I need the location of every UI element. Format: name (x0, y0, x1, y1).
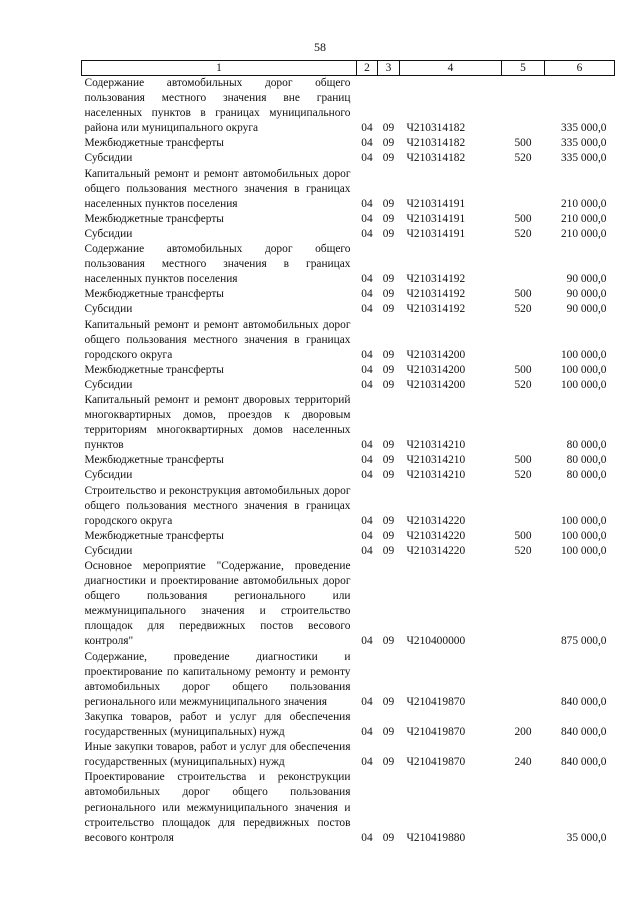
row-expense-kind (502, 484, 545, 529)
table-row (82, 710, 615, 740)
row-name: Проектирование строительства и реконструкции автомобильных дорог общего пользования регионального или межмуниципального значения и строительство площадок для передвижных постов весового контроля (84, 771, 351, 844)
row-expense-kind: 500 (514, 363, 532, 376)
row-expense-kind: 500 (514, 529, 532, 542)
row-section: 04 (361, 303, 373, 316)
row-subsection: 09 (382, 726, 395, 739)
row-subsection: 09 (382, 439, 395, 452)
row-target-code: Ч210314210 (406, 439, 466, 452)
row-section: 04 (361, 635, 373, 648)
row-amount: 840 000,0 (560, 756, 607, 769)
row-target-code: Ч210419870 (406, 695, 466, 708)
row-name: Субсидии (84, 152, 133, 165)
row-name: Содержание автомобильных дорог общего пользования местного значения в границах населенных пунктов поселения (84, 243, 351, 286)
row-name: Строительство и реконструкция автомобильных дорог общего пользования местного значения в границах городского округа (84, 484, 351, 527)
row-expense-kind (502, 318, 545, 363)
table-row (82, 393, 615, 453)
row-name: Основное мероприятие "Содержание, проведение диагностики и проектирование автомобильных дорог общего пользования регионального или межмуниципального значения и строительство площадок для передвижных постов весового контроля" (84, 560, 351, 648)
row-expense-kind: 500 (514, 454, 532, 467)
row-section: 04 (361, 348, 373, 361)
row-section: 04 (361, 197, 373, 210)
table-row (82, 770, 615, 845)
table-row (82, 318, 615, 363)
table-body (82, 76, 615, 846)
row-name: Содержание автомобильных дорог общего пользования местного значения вне границ населенных пунктов в границах муниципального района или муниципального округа (84, 77, 351, 135)
row-section: 04 (361, 122, 373, 135)
row-expense-kind (502, 393, 545, 453)
row-name: Субсидии (84, 303, 133, 316)
row-section: 04 (361, 514, 373, 527)
row-amount: 80 000,0 (566, 469, 607, 482)
row-name: Межбюджетные трансферты (84, 212, 224, 225)
row-name: Субсидии (84, 544, 133, 557)
header-col-5: 5 (502, 61, 545, 76)
table-header-row (82, 61, 615, 76)
row-subsection: 09 (382, 378, 395, 391)
row-expense-kind (502, 242, 545, 287)
row-target-code: Ч210314220 (406, 544, 466, 557)
row-name: Капитальный ремонт и ремонт автомобильных дорог общего пользования местного значения в границах городского округа (84, 318, 351, 361)
row-target-code: Ч210314182 (406, 137, 466, 150)
row-subsection: 09 (382, 303, 395, 316)
row-target-code: Ч210314191 (406, 197, 466, 210)
row-amount: 335 000,0 (560, 152, 607, 165)
row-section: 04 (361, 469, 373, 482)
row-target-code: Ч210314182 (406, 122, 466, 135)
row-section: 04 (361, 544, 373, 557)
row-name: Субсидии (84, 469, 133, 482)
row-amount: 35 000,0 (566, 831, 607, 844)
table-row (82, 76, 615, 137)
row-target-code: Ч210314191 (406, 212, 466, 225)
row-subsection: 09 (382, 348, 395, 361)
row-name: Закупка товаров, работ и услуг для обеспечения государственных (муниципальных) нужд (84, 710, 351, 739)
row-subsection: 09 (382, 197, 395, 210)
row-section: 04 (361, 439, 373, 452)
table-row (82, 468, 615, 483)
row-expense-kind: 520 (514, 378, 532, 391)
table-row (82, 453, 615, 468)
row-section: 04 (361, 756, 373, 769)
row-name: Межбюджетные трансферты (84, 363, 224, 376)
row-name: Межбюджетные трансферты (84, 288, 224, 301)
row-subsection: 09 (382, 273, 395, 286)
row-expense-kind: 500 (514, 212, 532, 225)
row-name: Капитальный ремонт и ремонт дворовых территорий многоквартирных домов, проездов к дворовым территориям многоквартирных домов населенных пунктов (84, 393, 351, 452)
row-name: Капитальный ремонт и ремонт автомобильных дорог общего пользования местного значения в границах населенных пунктов поселения (84, 167, 351, 210)
table-row (82, 287, 615, 302)
row-subsection: 09 (382, 529, 395, 542)
row-expense-kind (502, 76, 545, 137)
row-amount: 875 000,0 (560, 635, 607, 648)
row-amount: 90 000,0 (566, 288, 607, 301)
row-amount: 100 000,0 (560, 544, 607, 557)
header-col-2: 2 (357, 61, 378, 76)
row-section: 04 (361, 378, 373, 391)
row-target-code: Ч210314220 (406, 529, 466, 542)
row-name: Межбюджетные трансферты (84, 529, 224, 542)
row-target-code: Ч210314192 (406, 303, 466, 316)
header-col-1: 1 (82, 61, 357, 76)
row-section: 04 (361, 288, 373, 301)
row-subsection: 09 (382, 635, 395, 648)
table-row (82, 212, 615, 227)
row-amount: 335 000,0 (560, 122, 607, 135)
row-amount: 210 000,0 (560, 212, 607, 225)
row-subsection: 09 (382, 363, 395, 376)
row-amount: 90 000,0 (566, 303, 607, 316)
row-section: 04 (361, 273, 373, 286)
row-subsection: 09 (382, 756, 395, 769)
row-target-code: Ч210314210 (406, 469, 466, 482)
row-subsection: 09 (382, 695, 395, 708)
row-expense-kind: 500 (514, 288, 532, 301)
row-target-code: Ч210314220 (406, 514, 466, 527)
table-row (82, 242, 615, 287)
row-name: Субсидии (84, 378, 133, 391)
row-section: 04 (361, 152, 373, 165)
row-target-code: Ч210314192 (406, 288, 466, 301)
row-subsection: 09 (382, 227, 395, 240)
row-name: Межбюджетные трансферты (84, 137, 224, 150)
row-target-code: Ч210419870 (406, 756, 466, 769)
header-col-4: 4 (400, 61, 502, 76)
row-expense-kind (502, 559, 545, 650)
row-amount: 80 000,0 (566, 439, 607, 452)
row-expense-kind: 240 (514, 756, 532, 769)
table-row (82, 167, 615, 212)
row-name: Содержание, проведение диагностики и проектирование по капитальному ремонту и ремонту автомобильных дорог общего пользования регионального или межмуниципального значения (84, 650, 351, 708)
table-row (82, 363, 615, 378)
header-col-6: 6 (545, 61, 615, 76)
row-subsection: 09 (382, 152, 395, 165)
row-expense-kind: 500 (514, 137, 532, 150)
row-target-code: Ч210419870 (406, 726, 466, 739)
row-target-code: Ч210314200 (406, 363, 466, 376)
row-section: 04 (361, 695, 373, 708)
row-name: Субсидии (84, 227, 133, 240)
row-expense-kind (502, 167, 545, 212)
row-target-code: Ч210314191 (406, 227, 466, 240)
row-section: 04 (361, 529, 373, 542)
row-subsection: 09 (382, 212, 395, 225)
row-amount: 100 000,0 (560, 363, 607, 376)
budget-table (81, 60, 615, 846)
row-name: Межбюджетные трансферты (84, 454, 224, 467)
table-row (82, 529, 615, 544)
row-name: Иные закупки товаров, работ и услуг для обеспечения государственных (муниципальных) нужд (84, 741, 351, 769)
row-section: 04 (361, 831, 373, 844)
row-subsection: 09 (382, 122, 395, 135)
table-row (82, 740, 615, 770)
row-subsection: 09 (382, 137, 395, 150)
row-expense-kind (502, 770, 545, 845)
row-subsection: 09 (382, 469, 395, 482)
table-row (82, 227, 615, 242)
table-row (82, 302, 615, 317)
row-expense-kind: 520 (514, 152, 532, 165)
row-target-code: Ч210314210 (406, 454, 466, 467)
row-target-code: Ч210314200 (406, 348, 466, 361)
header-col-3: 3 (378, 61, 400, 76)
row-target-code: Ч210400000 (406, 635, 466, 648)
row-amount: 840 000,0 (560, 695, 607, 708)
row-target-code: Ч210314200 (406, 378, 466, 391)
table-row (82, 650, 615, 710)
row-section: 04 (361, 454, 373, 467)
row-amount: 100 000,0 (560, 529, 607, 542)
row-amount: 90 000,0 (566, 273, 607, 286)
table-row (82, 378, 615, 393)
row-amount: 335 000,0 (560, 137, 607, 150)
row-subsection: 09 (382, 454, 395, 467)
row-expense-kind: 520 (514, 227, 532, 240)
row-target-code: Ч210314182 (406, 152, 466, 165)
table-row (82, 136, 615, 151)
row-subsection: 09 (382, 544, 395, 557)
row-section: 04 (361, 726, 373, 739)
row-amount: 100 000,0 (560, 378, 607, 391)
row-expense-kind: 520 (514, 469, 532, 482)
row-amount: 840 000,0 (560, 726, 607, 739)
row-subsection: 09 (382, 288, 395, 301)
table-row (82, 151, 615, 166)
row-amount: 210 000,0 (560, 227, 607, 240)
table-row (82, 544, 615, 559)
row-amount: 210 000,0 (560, 197, 607, 210)
row-expense-kind: 520 (514, 303, 532, 316)
row-subsection: 09 (382, 514, 395, 527)
table-row (82, 484, 615, 529)
table-row (82, 559, 615, 650)
row-section: 04 (361, 363, 373, 376)
page-number: 58 (314, 40, 326, 54)
row-expense-kind: 520 (514, 544, 532, 557)
row-target-code: Ч210419880 (406, 831, 466, 844)
row-subsection: 09 (382, 831, 395, 844)
row-target-code: Ч210314192 (406, 273, 466, 286)
row-amount: 100 000,0 (560, 348, 607, 361)
row-section: 04 (361, 137, 373, 150)
row-amount: 100 000,0 (560, 514, 607, 527)
row-amount: 80 000,0 (566, 454, 607, 467)
row-expense-kind: 200 (514, 726, 532, 739)
row-section: 04 (361, 227, 373, 240)
row-expense-kind (502, 650, 545, 710)
row-section: 04 (361, 212, 373, 225)
